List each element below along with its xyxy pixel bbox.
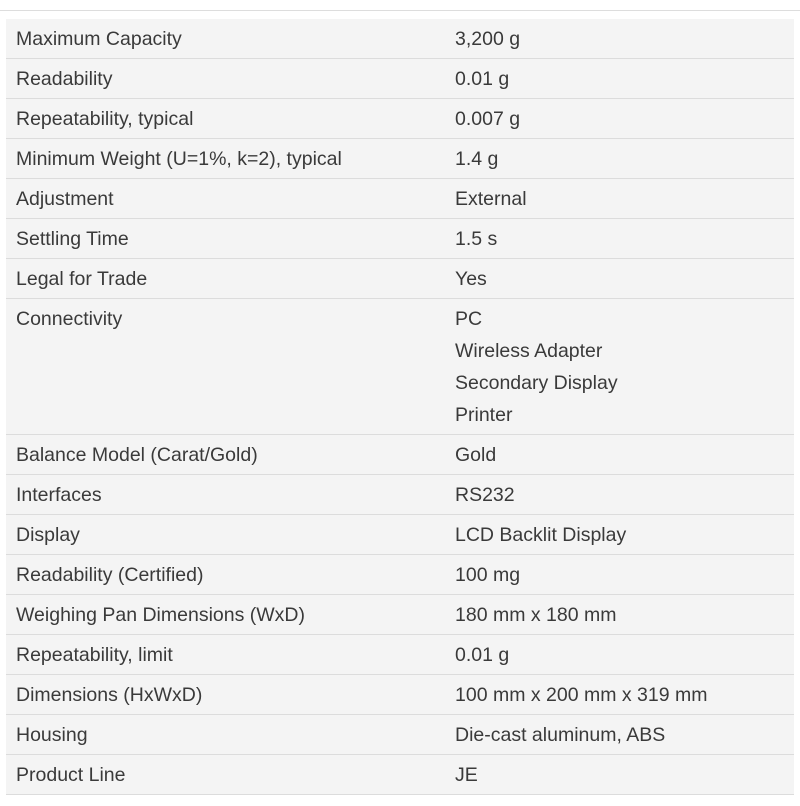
spec-label: Connectivity: [16, 308, 123, 330]
spec-value: [445, 435, 794, 475]
spec-row: [6, 139, 794, 179]
spec-value-line: 0.007 g: [455, 108, 521, 130]
spec-value: [445, 755, 794, 795]
spec-value-line: External: [455, 188, 527, 210]
spec-value: [445, 595, 794, 635]
specifications-table-body: [6, 19, 794, 795]
spec-label: Adjustment: [16, 188, 114, 210]
spec-value-line: Secondary Display: [455, 372, 618, 394]
spec-label: Balance Model (Carat/Gold): [16, 444, 258, 466]
spec-value-line: PC: [455, 308, 483, 330]
spec-value: [445, 99, 794, 139]
spec-row: [6, 219, 794, 259]
spec-row: [6, 19, 794, 59]
spec-row: [6, 555, 794, 595]
spec-value-line: 100 mm x 200 mm x 319 mm: [455, 684, 708, 706]
spec-value: [445, 59, 794, 99]
spec-value: [445, 515, 794, 555]
spec-value: [445, 259, 794, 299]
spec-row: [6, 299, 794, 435]
spec-row: [6, 59, 794, 99]
spec-value-line: 100 mg: [455, 564, 521, 586]
spec-row: [6, 99, 794, 139]
spec-label: Readability: [16, 68, 113, 90]
spec-label: Weighing Pan Dimensions (WxD): [16, 604, 305, 626]
spec-value-line: 0.01 g: [455, 68, 510, 90]
spec-label: Settling Time: [16, 228, 129, 250]
spec-value: [445, 179, 794, 219]
spec-label: Maximum Capacity: [16, 28, 182, 50]
spec-label: Repeatability, limit: [16, 644, 173, 666]
spec-value-line: 1.4 g: [455, 148, 499, 170]
spec-value-line: Die-cast aluminum, ABS: [455, 724, 666, 746]
spec-value-line: Wireless Adapter: [455, 340, 603, 362]
spec-label: Product Line: [16, 764, 126, 786]
spec-value: [445, 555, 794, 595]
spec-row: [6, 755, 794, 795]
spec-value: [445, 715, 794, 755]
spec-label: Minimum Weight (U=1%, k=2), typical: [16, 148, 342, 170]
spec-value-line: 0.01 g: [455, 644, 510, 666]
spec-value: [445, 675, 794, 715]
spec-row: [6, 515, 794, 555]
top-divider: [0, 10, 800, 11]
spec-value-line: 180 mm x 180 mm: [455, 604, 617, 626]
spec-label: Housing: [16, 724, 88, 746]
spec-value: [445, 219, 794, 259]
spec-value: [445, 635, 794, 675]
spec-value-line: JE: [455, 764, 478, 786]
spec-value: [445, 19, 794, 59]
spec-row: [6, 635, 794, 675]
spec-value-line: 3,200 g: [455, 28, 521, 50]
spec-row: [6, 435, 794, 475]
spec-label: Interfaces: [16, 484, 102, 506]
spec-value: [445, 299, 794, 435]
specifications-table: [6, 19, 794, 795]
spec-value: [445, 475, 794, 515]
spec-row: [6, 675, 794, 715]
spec-label: Readability (Certified): [16, 564, 204, 586]
spec-value-line: RS232: [455, 484, 515, 506]
spec-label: Display: [16, 524, 80, 546]
spec-row: [6, 179, 794, 219]
spec-row: [6, 715, 794, 755]
spec-label: Legal for Trade: [16, 268, 148, 290]
spec-row: [6, 595, 794, 635]
spec-row: [6, 475, 794, 515]
spec-value-line: Printer: [455, 404, 513, 426]
spec-value-line: Gold: [455, 444, 497, 466]
spec-value-line: LCD Backlit Display: [455, 524, 627, 546]
spec-label: Repeatability, typical: [16, 108, 194, 130]
spec-value-line: Yes: [455, 268, 487, 290]
spec-value-line: 1.5 s: [455, 228, 498, 250]
spec-label: Dimensions (HxWxD): [16, 684, 203, 706]
spec-row: [6, 259, 794, 299]
spec-value: [445, 139, 794, 179]
